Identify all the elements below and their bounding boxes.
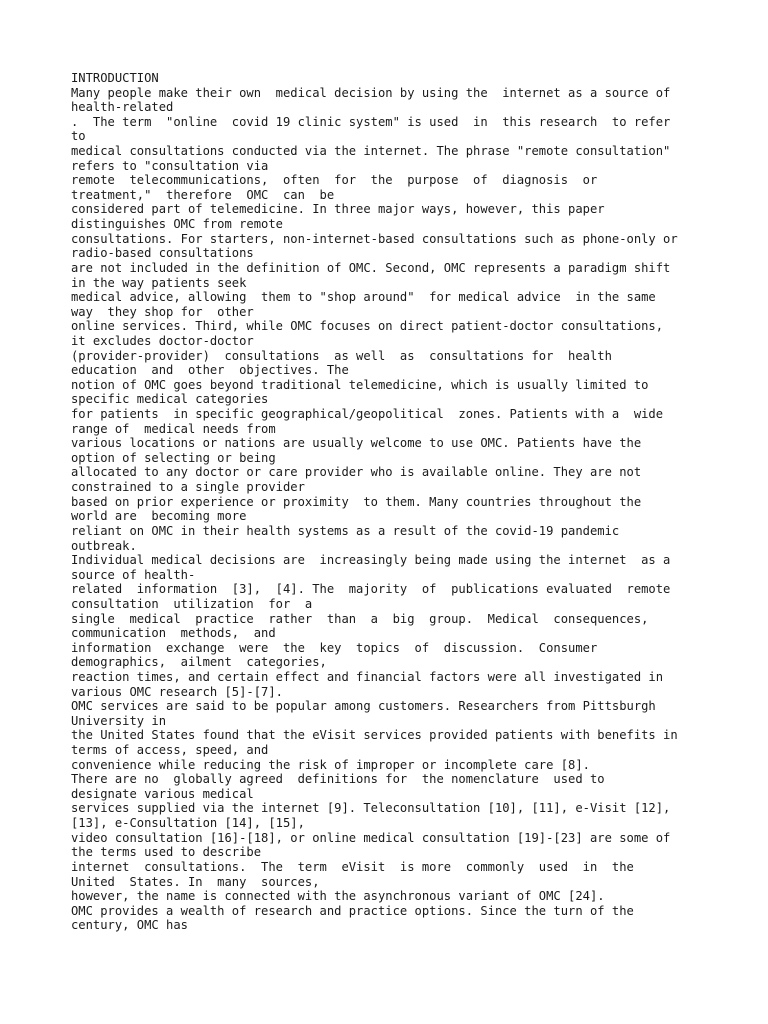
text-line: (provider-provider) consultations as well as consultations for health [71,348,612,363]
text-line: for patients in specific geographical/geopolitical zones. Patients with a wide [71,407,664,422]
text-line: however, the name is connected with the asynchronous variant of OMC [24]. [71,889,605,904]
text-line: various OMC research [5]-[7]. [71,684,283,699]
document-body [71,71,721,933]
text-line: [13], e-Consultation [14], [15], [71,816,305,831]
text-line: radio-based consultations [71,246,254,261]
text-line: related information [3], [4]. The majority of publications evaluated remote [71,582,671,597]
text-line: Individual medical decisions are increasingly being made using the internet as a [71,553,671,568]
text-line: century, OMC has [71,918,188,933]
text-line: United States. In many sources, [71,874,320,889]
text-line: online services. Third, while OMC focuses on direct patient-doctor consultations, [71,319,664,334]
text-line: notion of OMC goes beyond traditional telemedicine, which is usually limited to [71,377,649,392]
text-line: medical consultations conducted via the internet. The phrase "remote consultation" [71,144,671,159]
text-line: the United States found that the eVisit services provided patients with benefits in [71,728,678,743]
text-line: based on prior experience or proximity to them. Many countries throughout the [71,494,642,509]
text-line: distinguishes OMC from remote [71,217,283,232]
text-line: way they shop for other [71,304,254,319]
text-line: world are becoming more [71,509,247,524]
text-line: range of medical needs from [71,421,276,436]
text-line: information exchange were the key topics of discussion. Consumer [71,640,598,655]
text-line: demographics, ailment categories, [71,655,327,670]
text-line: University in [71,713,167,728]
text-line: in the way patients seek [71,275,247,290]
text-line: single medical practice rather than a big group. Medical consequences, [71,611,649,626]
text-line: video consultation [16]-[18], or online medical consultation [19]-[23] are some of [71,830,671,845]
text-line: internet consultations. The term eVisit is more commonly used in the [71,859,634,874]
text-line: medical advice, allowing them to "shop around" for medical advice in the same [71,290,656,305]
text-line: the terms used to describe [71,845,262,860]
text-line: health-related [71,100,174,115]
text-line: reliant on OMC in their health systems as a result of the covid-19 pandemic [71,523,620,538]
text-line: Many people make their own medical decision by using the internet as a source of [71,85,671,100]
text-line: option of selecting or being [71,450,276,465]
text-line: OMC provides a wealth of research and practice options. Since the turn of the [71,903,634,918]
text-line: constrained to a single provider [71,480,305,495]
section-heading: INTRODUCTION [71,71,159,85]
text-line: There are no globally agreed definitions for the nomenclature used to [71,772,605,787]
text-line: specific medical categories [71,392,269,407]
text-line: source of health- [71,567,196,582]
text-line: OMC services are said to be popular among customers. Researchers from Pittsburgh [71,699,656,714]
text-line: consultation utilization for a [71,596,313,611]
text-line: refers to "consultation via [71,158,269,173]
text-line: treatment," therefore OMC can be [71,187,335,202]
text-line: designate various medical [71,786,254,801]
text-line: consultations. For starters, non-internet-based consultations such as phone-only or [71,231,678,246]
text-line: . The term "online covid 19 clinic system" is used in this research to refer [71,114,671,129]
text-line: it excludes doctor-doctor [71,333,254,348]
text-line: various locations or nations are usually welcome to use OMC. Patients have the [71,436,642,451]
text-line: considered part of telemedicine. In three major ways, however, this paper [71,202,605,217]
text-line: education and other objectives. The [71,363,349,378]
text-line: allocated to any doctor or care provider who is available online. They are not [71,465,642,480]
text-line: terms of access, speed, and [71,743,269,758]
text-line: are not included in the definition of OMC. Second, OMC represents a paradigm shift [71,260,671,275]
text-line: remote telecommunications, often for the purpose of diagnosis or [71,173,598,188]
text-line: outbreak. [71,538,137,553]
text-line: reaction times, and certain effect and financial factors were all investigated in [71,669,664,684]
text-line: convenience while reducing the risk of improper or incomplete care [8]. [71,757,590,772]
text-line: to [71,129,86,144]
text-line: services supplied via the internet [9]. Teleconsultation [10], [11], e-Visit [12], [71,801,671,816]
text-line: communication methods, and [71,626,276,641]
